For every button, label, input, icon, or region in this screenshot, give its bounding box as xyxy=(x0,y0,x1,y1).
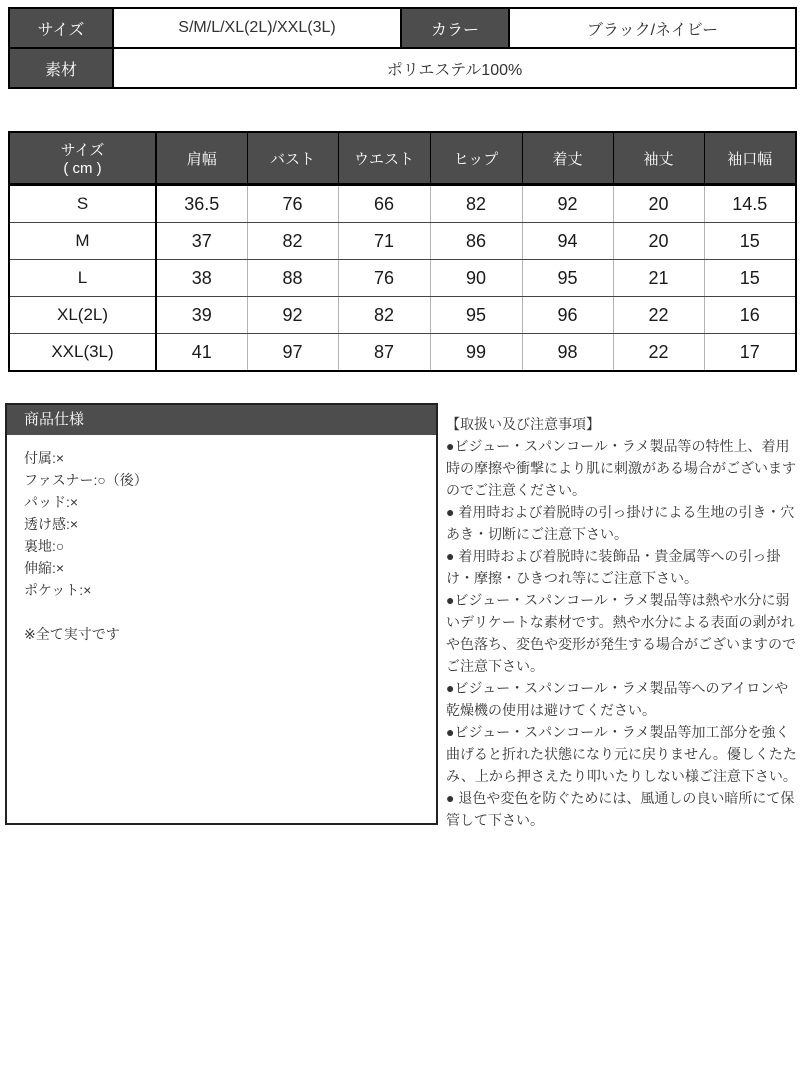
cell-bust: 97 xyxy=(247,334,338,372)
size-chart-row-m xyxy=(9,223,796,260)
size-chart-row-xxl xyxy=(9,334,796,372)
cell-waist: 71 xyxy=(338,223,430,260)
spec-item-stretch: 伸縮:× xyxy=(24,560,65,576)
spec-item-pocket: ポケット:× xyxy=(24,582,92,598)
cell-shoulder: 37 xyxy=(156,223,247,260)
cell-hip: 99 xyxy=(430,334,522,372)
spec-material-value: ポリエステル100% xyxy=(113,48,796,88)
notice-bullet: ●ビジュー・スパンコール・ラメ製品等の特性上、着用時の摩擦や衝撃により肌に刺激がある場合がございますのでご注意ください。 xyxy=(446,438,796,498)
size-chart-header-waist: ウエスト xyxy=(338,132,430,185)
cell-waist: 82 xyxy=(338,297,430,334)
cell-shoulder: 36.5 xyxy=(156,185,247,223)
cell-length: 95 xyxy=(522,260,613,297)
cell-bust: 76 xyxy=(247,185,338,223)
size-label: L xyxy=(9,260,156,297)
product-spec-title: 商品仕様 xyxy=(7,405,436,435)
cell-shoulder: 39 xyxy=(156,297,247,334)
cell-sleeve: 22 xyxy=(613,334,704,372)
spec-item-lining: 裏地:○ xyxy=(24,538,65,554)
size-label: XXL(3L) xyxy=(9,334,156,372)
size-chart-header-size xyxy=(9,132,156,185)
size-chart-header-size-line1: サイズ xyxy=(60,142,105,159)
cell-shoulder: 38 xyxy=(156,260,247,297)
size-chart-header-row xyxy=(9,132,796,185)
cell-length: 94 xyxy=(522,223,613,260)
notice-bullet: ●ビジュー・スパンコール・ラメ製品等は熱や水分に弱いデリケートな素材です。熱や水分による表面の剥がれや色落ち、変色や変形が発生する場合がございますのでご注意下さい。 xyxy=(446,592,796,674)
cell-waist: 66 xyxy=(338,185,430,223)
size-chart-header-hip: ヒップ xyxy=(430,132,522,185)
notice-bullet: ● 着用時および着脱時に装飾品・貴金属等への引っ掛け・摩擦・ひきつれ等にご注意下さい。 xyxy=(446,548,781,586)
cell-sleeve: 22 xyxy=(613,297,704,334)
notice-bullet: ●ビジュー・スパンコール・ラメ製品等へのアイロンや乾燥機の使用は避けてください。 xyxy=(446,680,789,718)
cell-shoulder: 41 xyxy=(156,334,247,372)
spec-color-value: ブラック/ネイビー xyxy=(509,8,796,48)
cell-cuff: 15 xyxy=(704,260,796,297)
handling-notices xyxy=(446,413,797,831)
size-chart-header-bust: バスト xyxy=(247,132,338,185)
product-spec-body xyxy=(7,435,436,645)
spec-item-attachment: 付属:× xyxy=(24,450,65,466)
size-chart-header-shoulder: 肩幅 xyxy=(156,132,247,185)
cell-waist: 87 xyxy=(338,334,430,372)
size-chart-header-sleeve: 袖丈 xyxy=(613,132,704,185)
cell-hip: 90 xyxy=(430,260,522,297)
cell-bust: 88 xyxy=(247,260,338,297)
spec-note: ※全て実寸です xyxy=(24,626,120,642)
size-label: XL(2L) xyxy=(9,297,156,334)
cell-cuff: 14.5 xyxy=(704,185,796,223)
cell-cuff: 17 xyxy=(704,334,796,372)
spec-material-label: 素材 xyxy=(9,48,113,88)
spec-color-label: カラー xyxy=(401,8,509,48)
spec-item-fastener: ファスナー:○（後） xyxy=(24,472,148,488)
spec-row-size-color xyxy=(9,8,796,48)
cell-sleeve: 21 xyxy=(613,260,704,297)
size-label: M xyxy=(9,223,156,260)
cell-sleeve: 20 xyxy=(613,185,704,223)
spec-item-pad: パッド:× xyxy=(24,494,79,510)
size-chart-header-length: 着丈 xyxy=(522,132,613,185)
size-chart-row-s xyxy=(9,185,796,223)
size-chart-table xyxy=(8,131,797,372)
notice-bullet: ●ビジュー・スパンコール・ラメ製品等加工部分を強く曲げると折れた状態になり元に戻りません。優しくたたみ、上から押さえたり叩いたりしない様ご注意下さい。 xyxy=(446,724,797,784)
cell-length: 96 xyxy=(522,297,613,334)
cell-bust: 92 xyxy=(247,297,338,334)
cell-length: 92 xyxy=(522,185,613,223)
spec-item-sheerness: 透け感:× xyxy=(24,516,79,532)
cell-bust: 82 xyxy=(247,223,338,260)
cell-cuff: 15 xyxy=(704,223,796,260)
spec-spacer xyxy=(24,601,420,623)
cell-waist: 76 xyxy=(338,260,430,297)
cell-hip: 95 xyxy=(430,297,522,334)
notice-bullet: ● 着用時および着脱時の引っ掛けによる生地の引き・穴あき・切断にご注意下さい。 xyxy=(446,504,795,542)
size-chart-row-l xyxy=(9,260,796,297)
size-chart-row-xl xyxy=(9,297,796,334)
spec-size-label: サイズ xyxy=(9,8,113,48)
cell-cuff: 16 xyxy=(704,297,796,334)
spec-size-value: S/M/L/XL(2L)/XXL(3L) xyxy=(113,8,401,48)
spec-table xyxy=(8,7,797,89)
spec-row-material xyxy=(9,48,796,88)
cell-hip: 82 xyxy=(430,185,522,223)
size-chart-header-size-line2: ( cm ) xyxy=(63,160,102,177)
notice-bullet: ● 退色や変色を防ぐためには、風通しの良い暗所にて保管して下さい。 xyxy=(446,790,795,828)
size-chart-header-cuff: 袖口幅 xyxy=(704,132,796,185)
cell-sleeve: 20 xyxy=(613,223,704,260)
cell-hip: 86 xyxy=(430,223,522,260)
notice-title: 【取扱い及び注意事項】 xyxy=(446,416,600,432)
product-spec-panel xyxy=(5,403,438,825)
size-label: S xyxy=(9,185,156,223)
cell-length: 98 xyxy=(522,334,613,372)
